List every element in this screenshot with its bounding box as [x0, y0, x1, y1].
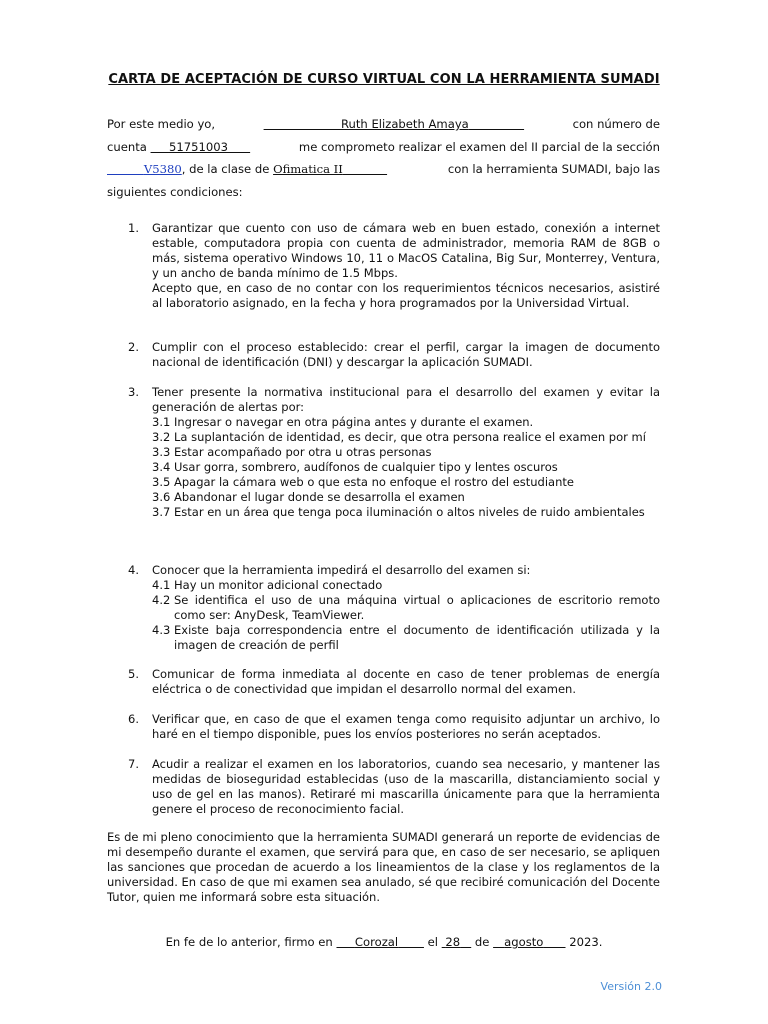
condition-item: 3. Tener presente la normativa institucional para el desarrollo del examen y evitar la generación de alertas por: 3.1 Ingresar o navegar en otra página antes y durante el examen. 3.2 La suplantación de identidad, es decir, que otra persona realice el examen por mí 3.3 Estar acompañado por otra u otras personas 3.4 Usar gorra, sombrero, audífonos de cualquier tipo y lentes oscuros 3.5 Apagar la cámara web o que esta no enfoque el rostro del estudiante 3.6 Abandonar el lugar donde se desarrolla el examen 3.7 Estar en un área que tenga poca iluminación o altos niveles de ruido ambientales [128, 385, 660, 519]
condition-item: 2. Cumplir con el proceso establecido: crear el perfil, cargar la imagen de documento nacional de identificación (DNI) y descargar la aplicación SUMADI. [128, 340, 660, 369]
place-field: Corozal [354, 935, 399, 949]
document-title: CARTA DE ACEPTACIÓN DE CURSO VIRTUAL CON LA HERRAMIENTA SUMADI [108, 72, 660, 87]
closing-paragraph: Es de mi pleno conocimiento que la herramienta SUMADI generará un reporte de evidencias de mi desempeño durante el examen, que servirá para que, en caso de ser necesario, se apliquen las sanciones que procedan de acuerdo a los lineamientos de la clase y los reglamentos de la universidad. En caso de que mi examen sea anulado, sé que recibiré comunicación del Docente Tutor, quien me informará sobre esta situación. [107, 830, 660, 904]
condition-item: 4. Conocer que la herramienta impedirá el desarrollo del examen si: 4.1 Hay un monitor adicional conectado 4.2 Se identifica el uso de una máquina virtual o aplicaciones de escritorio remoto como ser: AnyDesk, TeamViewer. 4.3 Existe baja correspondencia entre el documento de identificación utilizada y la imagen de creación de perfil [128, 563, 660, 652]
sub-item: 4.1 Hay un monitor adicional conectado [152, 578, 383, 592]
sub-item: 3.5 Apagar la cámara web o que esta no enfoque el rostro del estudiante [152, 475, 574, 489]
intro-line-3: V5380, de la clase de Ofimatica II con la herramienta SUMADI, bajo las [107, 158, 660, 181]
intro-line-4: siguientes condiciones: [107, 184, 243, 199]
condition-item: 6. Verificar que, en caso de que el examen tenga como requisito adjuntar un archivo, lo haré en el tiempo disponible, pues los envíos posteriores no serán aceptados. [128, 712, 660, 741]
sub-item: 3.3 Estar acompañado por otra u otras personas [152, 445, 432, 459]
version-label: Versión 2.0 [600, 980, 662, 993]
intro-line-2: cuenta 51751003 me comprometo realizar el examen del II parcial de la sección [107, 139, 660, 154]
sub-item: 4.2 Se identifica el uso de una máquina virtual o aplicaciones de escritorio remoto como ser: AnyDesk, TeamViewer. [152, 593, 660, 622]
intro-line-1: Por este medio yo, Ruth Elizabeth Amaya con número de [107, 113, 660, 136]
section-field: V5380 [143, 162, 182, 176]
sub-item: 3.6 Abandonar el lugar donde se desarrolla el examen [152, 490, 465, 504]
condition-item: 5. Comunicar de forma inmediata al docente en caso de tener problemas de energía eléctrica o de conectividad que impidan el desarrollo normal del examen. [128, 667, 660, 696]
class-field: Ofimatica II [273, 162, 343, 176]
day-field: 28 [445, 935, 461, 949]
month-field: agosto [504, 935, 544, 949]
condition-item: 7. Acudir a realizar el examen en los laboratorios, cuando sea necesario, y mantener las medidas de bioseguridad establecidas (uso de la mascarilla, distanciamiento social y uso de gel en las manos). Retiraré mi mascarilla únicamente para que la herramienta genere el proceso de reconocimiento facial. [128, 757, 660, 816]
signature-line: En fe de lo anterior, firmo en Corozal el 28 de agosto 2023. [165, 935, 603, 949]
sub-item: 3.7 Estar en un área que tenga poca iluminación o altos niveles de ruido ambientales [152, 505, 645, 519]
sub-item: 3.2 La suplantación de identidad, es decir, que otra persona realice el examen por mí [152, 430, 646, 444]
sub-item: 3.1 Ingresar o navegar en otra página antes y durante el examen. [152, 415, 534, 429]
sub-item: 3.4 Usar gorra, sombrero, audífonos de cualquier tipo y lentes oscuros [152, 460, 558, 474]
sub-item: 4.3 Existe baja correspondencia entre el documento de identificación utilizada y la imagen de creación de perfil [152, 623, 660, 652]
intro-paragraph [107, 113, 660, 203]
condition-item: 1. Garantizar que cuento con uso de cámara web en buen estado, conexión a internet estable, computadora propia con cuenta de administrador, memoria RAM de 8GB o más, sistema operativo Windows 10, 11 o MacOS Catalina, Big Sur, Monterrey, Ventura, y un ancho de banda mínimo de 1.5 Mbps. Acepto que, en caso de no contar con los requerimientos técnicos necesarios, asistiré al laboratorio asignado, en la fecha y hora programados por la Universidad Virtual. [128, 221, 660, 310]
account-field: 51751003 [168, 139, 228, 154]
name-field: Ruth Elizabeth Amaya [341, 117, 469, 131]
